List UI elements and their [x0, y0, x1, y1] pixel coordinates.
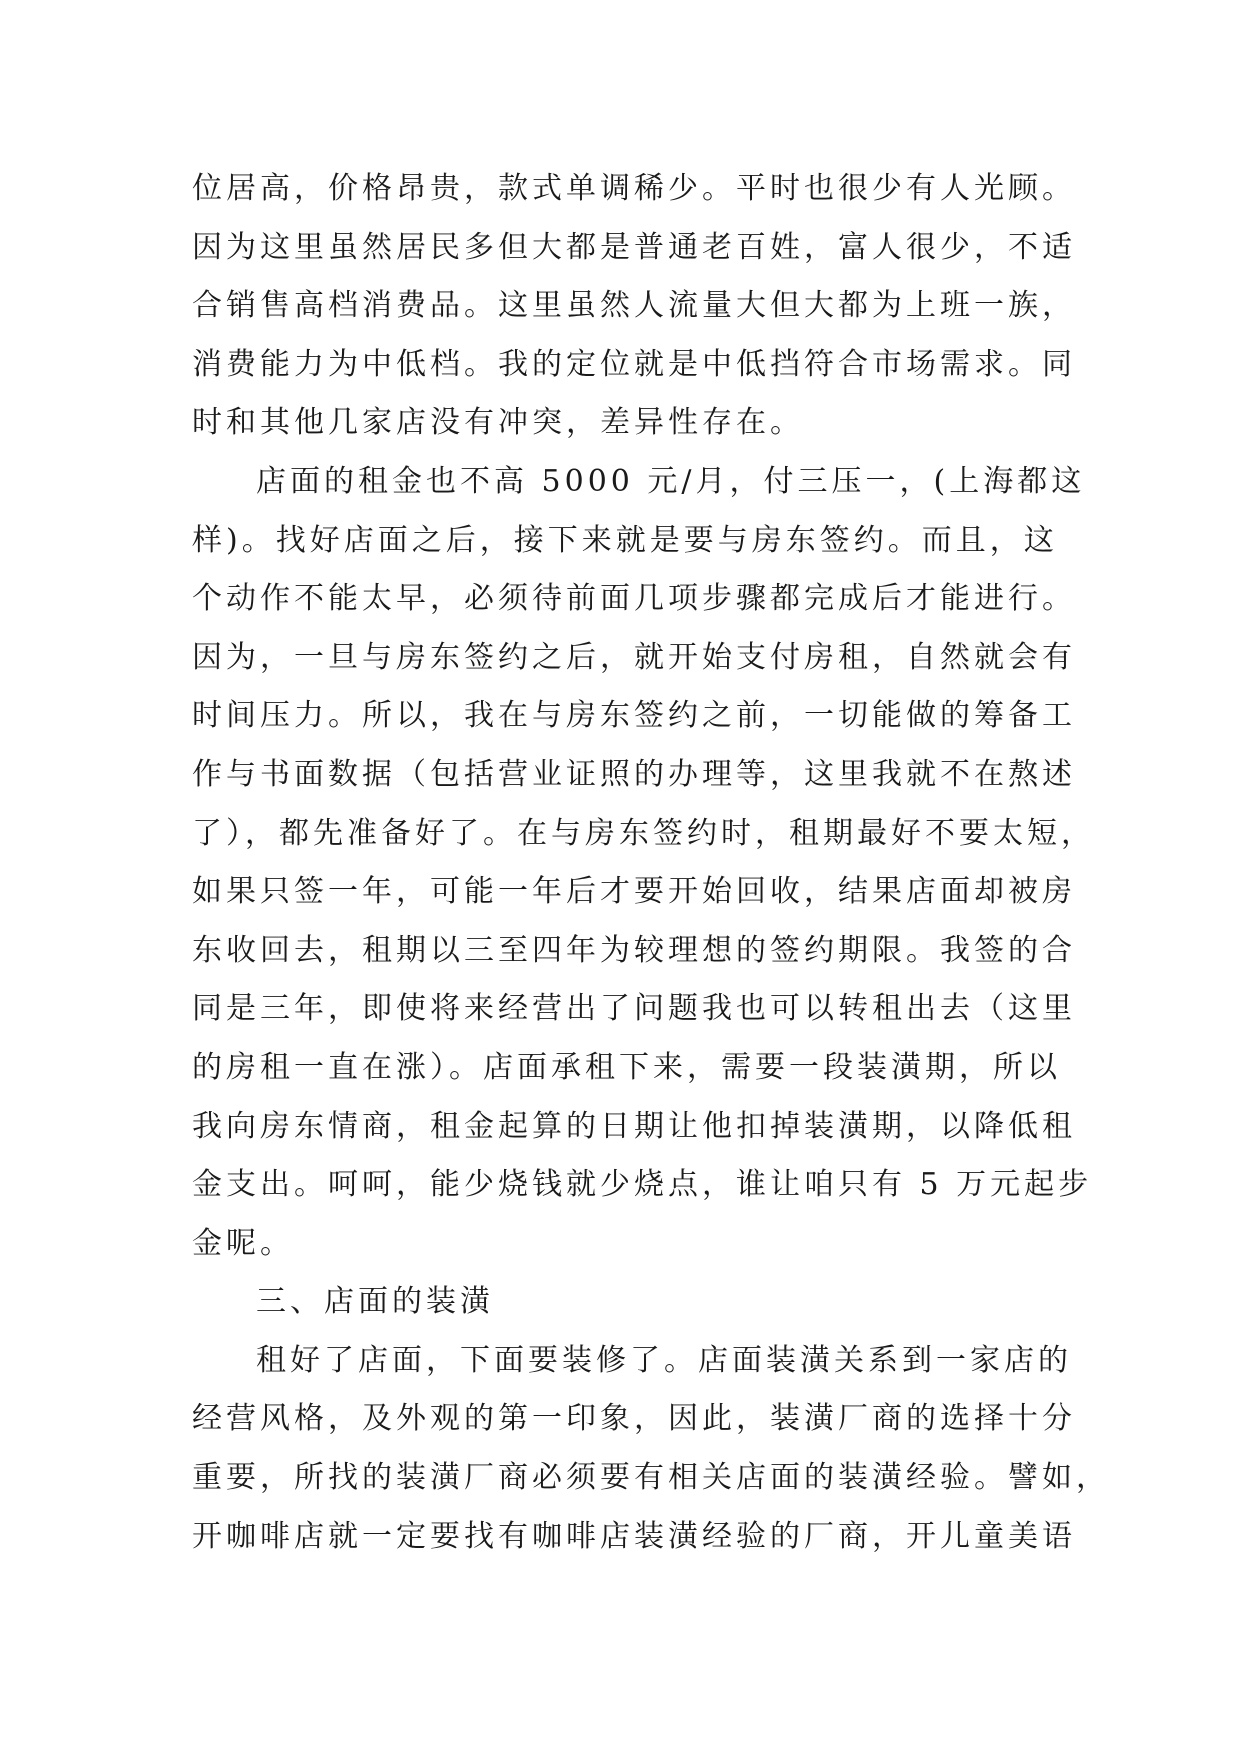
text-line: 重要，所找的装潢厂商必须要有相关店面的装潢经验。譬如， [192, 1460, 1110, 1496]
text-line: 因为，一旦与房东签约之后，就开始支付房租，自然就会有 [192, 639, 1076, 675]
text-line: 经营风格，及外观的第一印象，因此，装潢厂商的选择十分 [192, 1401, 1076, 1437]
text-line: 了），都先准备好了。在与房东签约时，租期最好不要太短， [192, 815, 1095, 851]
paragraph-start-line: 店面的租金也不高 5000 元/月，付三压一，(上海都这 [256, 463, 1086, 499]
text-line: 合销售高档消费品。这里虽然人流量大但大都为上班一族， [192, 288, 1076, 324]
text-line: 时间压力。所以，我在与房东签约之前，一切能做的筹备工 [192, 698, 1076, 734]
text-line: 消费能力为中低档。我的定位就是中低挡符合市场需求。同 [192, 346, 1076, 382]
text-line: 作与书面数据（包括营业证照的办理等，这里我就不在熬述 [192, 756, 1076, 792]
text-line: 样)。找好店面之后，接下来就是要与房东签约。而且，这 [192, 522, 1058, 558]
text-line: 我向房东情商，租金起算的日期让他扣掉装潢期，以降低租 [192, 1108, 1076, 1144]
text-line: 个动作不能太早，必须待前面几项步骤都完成后才能进行。 [192, 581, 1076, 617]
text-line: 时和其他几家店没有冲突，差异性存在。 [192, 405, 804, 441]
text-line: 同是三年，即使将来经营出了问题我也可以转租出去（这里 [192, 991, 1076, 1027]
text-line: 东收回去，租期以三至四年为较理想的签约期限。我签的合 [192, 932, 1076, 968]
text-line: 的房租一直在涨）。店面承租下来，需要一段装潢期，所以 [192, 1049, 1061, 1085]
text-line: 金支出。呵呵，能少烧钱就少烧点，谁让咱只有 5 万元起步 [192, 1167, 1093, 1203]
text-line: 开咖啡店就一定要找有咖啡店装潢经验的厂商，开儿童美语 [192, 1518, 1076, 1554]
paragraph-start-line: 租好了店面，下面要装修了。店面装潢关系到一家店的 [256, 1342, 1072, 1378]
text-line: 因为这里虽然居民多但大都是普通老百姓，富人很少，不适 [192, 229, 1076, 265]
text-line: 如果只签一年，可能一年后才要开始回收，结果店面却被房 [192, 874, 1076, 910]
body-text [192, 160, 1110, 1566]
text-line: 位居高，价格昂贵，款式单调稀少。平时也很少有人光顾。 [192, 171, 1076, 206]
text-line: 金呢。 [192, 1225, 294, 1261]
section-heading: 三、店面的装潢 [256, 1284, 494, 1320]
